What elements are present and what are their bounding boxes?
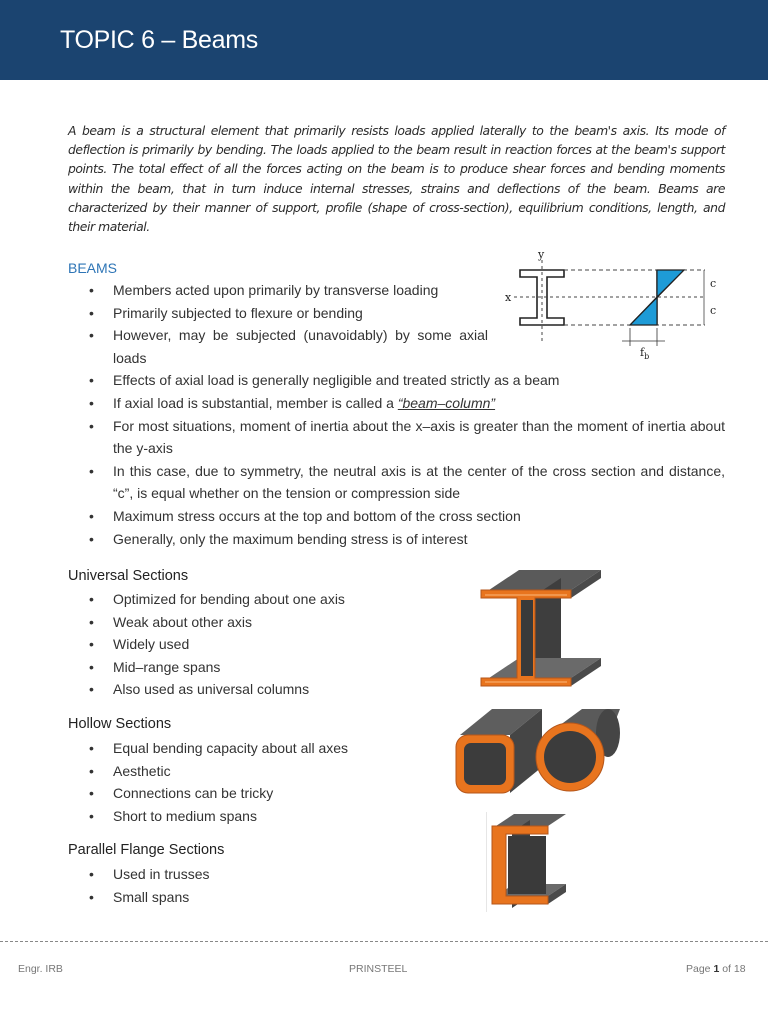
list-item: • Generally, only the maximum bending stress is of interest [68,528,725,551]
bullet-icon: • [89,304,94,321]
universal-sections-list [68,588,345,701]
diagram-fb-label: $f_b$ [640,346,650,361]
list-item: • However, may be subjected (unavoidably) by some axial loads [68,324,488,369]
diagram-c-top-label: c [710,277,717,290]
hollow-sections-heading: Hollow Sections [68,716,172,732]
bullet-icon: • [89,785,94,802]
bullet-icon: • [89,462,94,479]
bullet-icon: • [89,530,94,547]
bullet-icon: • [89,740,94,756]
list-item: • Used in trusses [68,863,209,886]
bullet-icon: • [89,507,94,524]
list-item: • Short to medium spans [68,805,348,828]
list-item: • Widely used [68,633,345,656]
footer-course: PRINSTEEL [349,963,408,975]
list-item: • Mid–range spans [68,656,345,679]
diagram-y-label: y [538,248,545,261]
list-item: • Optimized for bending about one axis [68,588,345,611]
page-header [0,0,768,80]
parallel-flange-heading: Parallel Flange Sections [68,842,225,858]
footer-divider [0,941,768,942]
universal-beam-image [475,566,603,696]
diagram-c-bottom-label: c [710,304,717,317]
hollow-sections-image [452,705,622,797]
bullet-icon: • [89,417,94,434]
topic-prefix: TOPIC 6 [60,26,155,54]
bullet-icon: • [89,888,94,905]
parallel-flange-list [68,863,209,908]
footer-author: Engr. IRB [18,963,63,975]
bullet-icon: • [89,372,94,389]
list-item: • Weak about other axis [68,611,345,634]
bullet-icon: • [89,807,94,824]
bullet-icon: • [89,866,94,882]
list-item: • Connections can be tricky [68,782,348,805]
universal-sections-heading: Universal Sections [68,568,189,584]
list-item: • Small spans [68,886,209,909]
footer-page-number: Page 1 of 18 [686,963,746,975]
bullet-icon: • [89,282,94,298]
bullet-icon: • [89,636,94,653]
bullet-icon: • [89,591,94,607]
list-item: • Also used as universal columns [68,678,345,701]
bullet-icon: • [89,613,94,630]
list-item: • In this case, due to symmetry, the neutral axis is at the center of the cross section and distance, “c”, is equal whether on the tension or compression side [68,460,725,505]
bullet-icon: • [89,681,94,698]
list-item: • Equal bending capacity about all axes [68,737,348,760]
diagram-x-label: x [505,291,512,304]
hollow-sections-list [68,737,348,827]
list-item: • Maximum stress occurs at the top and bottom of the cross section [68,505,725,528]
bullet-icon: • [89,394,94,411]
page-title [60,26,258,55]
bullet-icon: • [89,762,94,779]
bending-stress-diagram [500,244,730,364]
list-item: • Primarily subjected to flexure or bending [68,302,725,325]
beams-heading: BEAMS [68,260,118,276]
bullet-icon: • [89,327,94,344]
list-item: • Members acted upon primarily by transverse loading [68,279,725,302]
bullet-icon: • [89,658,94,675]
beam-column-term: “beam–column” [397,394,496,411]
topic-title: – Beams [161,26,258,54]
list-item: • For most situations, moment of inertia about the x–axis is greater than the moment of inertia about the y-axis [68,415,725,460]
list-item: • Effects of axial load is generally negligible and treated strictly as a beam [68,369,725,392]
list-item: • Aesthetic [68,760,348,783]
parallel-flange-channel-image [486,812,570,912]
intro-paragraph: A beam is a structural element that primarily resists loads applied laterally to the beam's axis. Its mode of deflection is primarily by bending. The loads applied to the beam result in reaction forces at the beam's support points. The total effect of all the forces acting on the beam is to produce shear forces and bending moments within the beam, that in turn induce internal stresses, strains and deflections of the beam. Beams are characterized by their manner of support, profile (shape of cross-section), equilibrium conditions, length, and their material. [68,123,725,235]
list-item: • If axial load is substantial, member is called a “beam–column” [68,392,725,415]
